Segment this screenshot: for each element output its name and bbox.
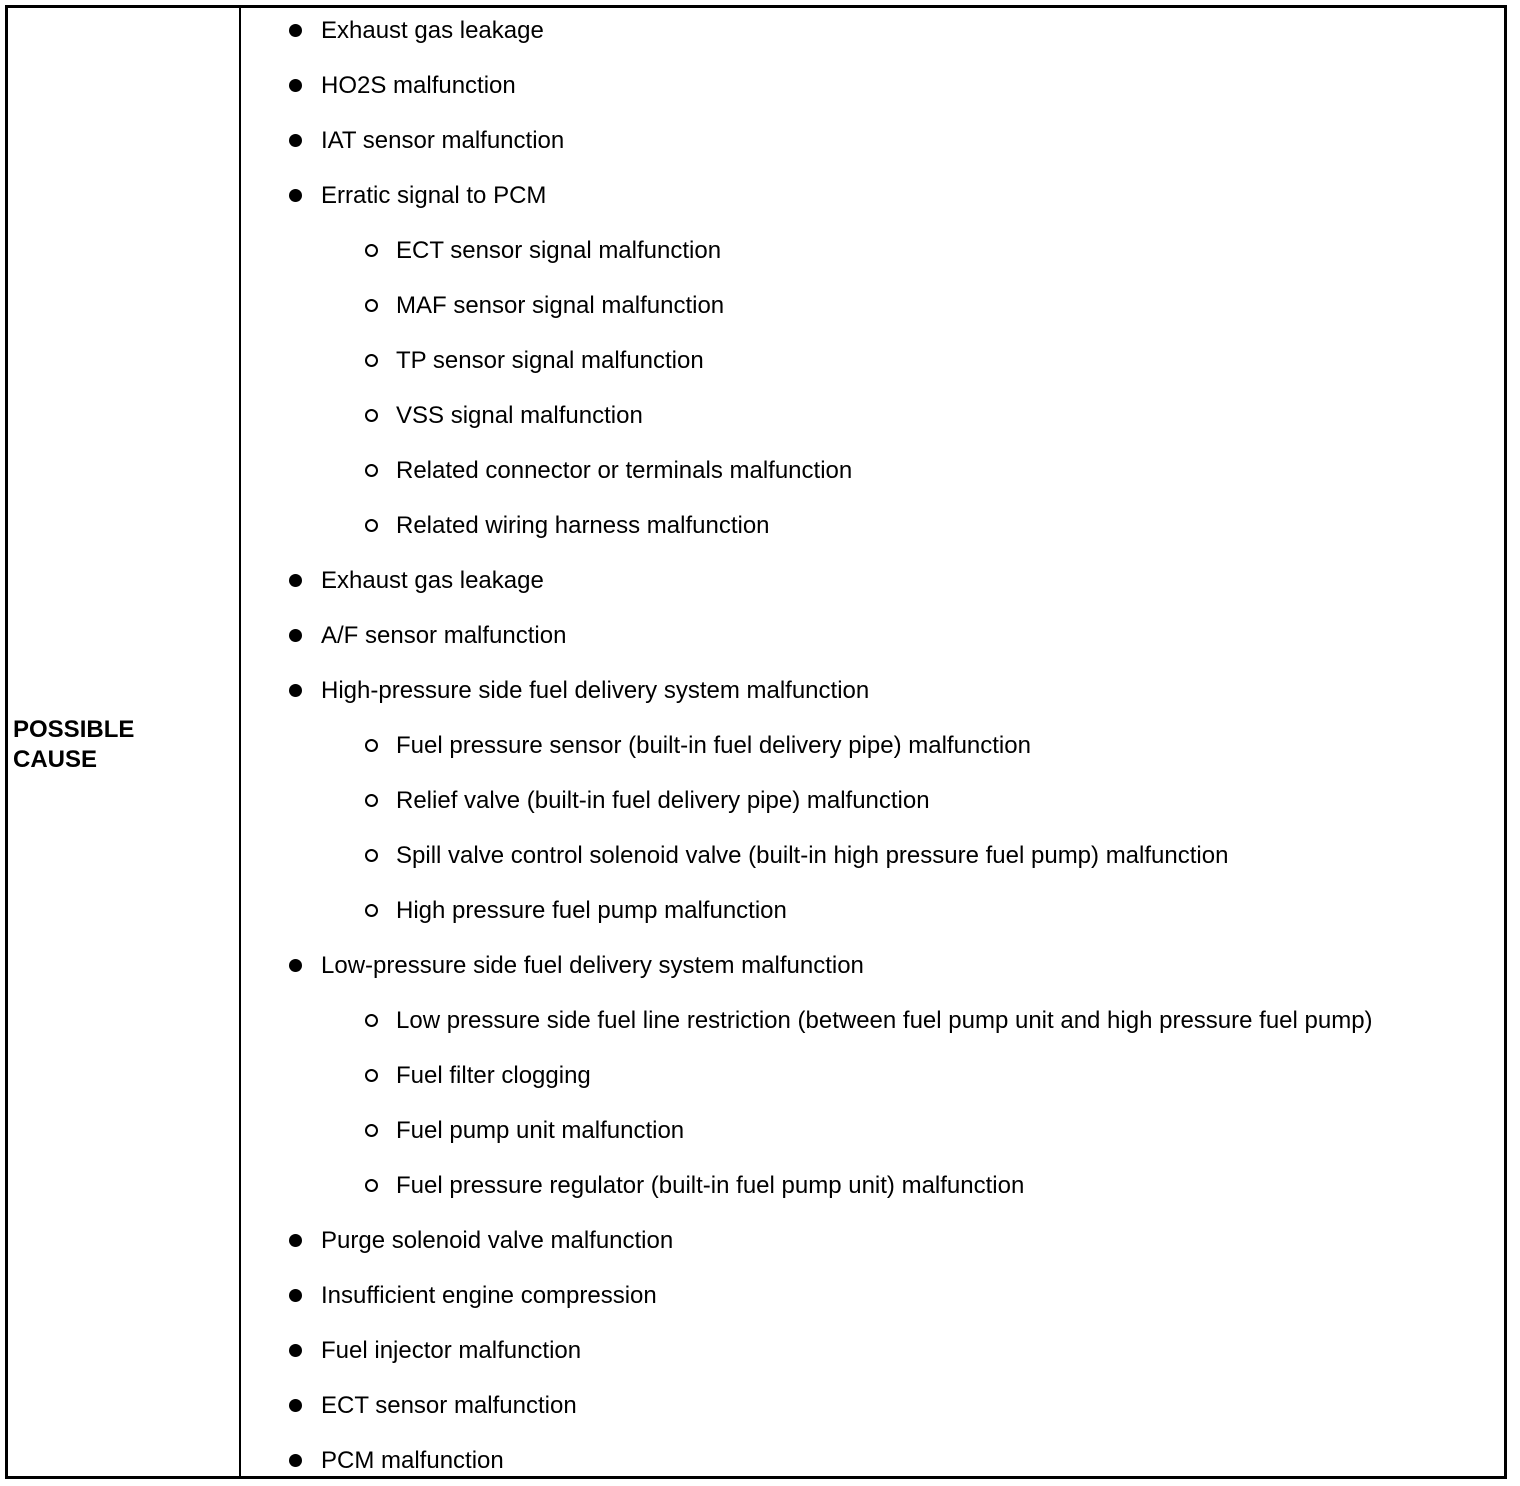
- hollow-bullet-icon: [365, 354, 378, 367]
- cause-text: MAF sensor signal malfunction: [396, 292, 725, 319]
- hollow-bullet-icon: [365, 849, 378, 862]
- cause-text: Related connector or terminals malfunction: [396, 457, 853, 484]
- cause-text: Erratic signal to PCM: [321, 182, 547, 209]
- cause-text: High pressure fuel pump malfunction: [396, 897, 787, 924]
- hollow-bullet-icon: [365, 519, 378, 532]
- filled-bullet-icon: [289, 79, 302, 92]
- filled-bullet-icon: [289, 959, 302, 972]
- label-line: POSSIBLE: [13, 716, 135, 743]
- hollow-bullet-icon: [365, 464, 378, 477]
- hollow-bullet-icon: [365, 244, 378, 257]
- hollow-bullet-icon: [365, 299, 378, 312]
- hollow-bullet-icon: [365, 904, 378, 917]
- filled-bullet-icon: [289, 134, 302, 147]
- possible-cause-table: [5, 5, 1507, 1479]
- cause-text: Low-pressure side fuel delivery system malfunction: [321, 952, 864, 979]
- cause-text: Low pressure side fuel line restriction (between fuel pump unit and high pressure fuel pump): [396, 1007, 1373, 1034]
- filled-bullet-icon: [289, 24, 302, 37]
- hollow-bullet-icon: [365, 1069, 378, 1082]
- cause-text: IAT sensor malfunction: [321, 127, 565, 154]
- cause-text: Spill valve control solenoid valve (built-in high pressure fuel pump) malfunction: [396, 842, 1229, 869]
- filled-bullet-icon: [289, 1454, 302, 1467]
- cause-text: A/F sensor malfunction: [321, 622, 567, 649]
- filled-bullet-icon: [289, 1344, 302, 1357]
- filled-bullet-icon: [289, 684, 302, 697]
- cause-text: ECT sensor malfunction: [321, 1392, 577, 1419]
- cause-text: VSS signal malfunction: [396, 402, 643, 429]
- column-divider: [239, 8, 241, 1476]
- cause-text: Purge solenoid valve malfunction: [321, 1227, 674, 1254]
- hollow-bullet-icon: [365, 739, 378, 752]
- cause-text: Exhaust gas leakage: [321, 17, 544, 44]
- cause-text: Fuel pressure regulator (built-in fuel pump unit) malfunction: [396, 1172, 1025, 1199]
- filled-bullet-icon: [289, 1289, 302, 1302]
- cause-text: TP sensor signal malfunction: [396, 347, 704, 374]
- hollow-bullet-icon: [365, 794, 378, 807]
- cause-text: HO2S malfunction: [321, 72, 516, 99]
- cause-text: Fuel filter clogging: [396, 1062, 591, 1089]
- possible-cause-label: [13, 715, 233, 775]
- filled-bullet-icon: [289, 629, 302, 642]
- filled-bullet-icon: [289, 1399, 302, 1412]
- label-line: CAUSE: [13, 746, 98, 773]
- filled-bullet-icon: [289, 189, 302, 202]
- cause-text: Insufficient engine compression: [321, 1282, 657, 1309]
- cause-text: Relief valve (built-in fuel delivery pipe) malfunction: [396, 787, 930, 814]
- cause-text: Exhaust gas leakage: [321, 567, 544, 594]
- cause-text: High-pressure side fuel delivery system malfunction: [321, 677, 870, 704]
- hollow-bullet-icon: [365, 1179, 378, 1192]
- cause-text: Fuel pump unit malfunction: [396, 1117, 685, 1144]
- hollow-bullet-icon: [365, 1124, 378, 1137]
- filled-bullet-icon: [289, 1234, 302, 1247]
- hollow-bullet-icon: [365, 1014, 378, 1027]
- cause-text: ECT sensor signal malfunction: [396, 237, 722, 264]
- cause-text: Fuel injector malfunction: [321, 1337, 582, 1364]
- cause-text: Related wiring harness malfunction: [396, 512, 770, 539]
- cause-text: Fuel pressure sensor (built-in fuel delivery pipe) malfunction: [396, 732, 1031, 759]
- hollow-bullet-icon: [365, 409, 378, 422]
- filled-bullet-icon: [289, 574, 302, 587]
- cause-text: PCM malfunction: [321, 1447, 504, 1474]
